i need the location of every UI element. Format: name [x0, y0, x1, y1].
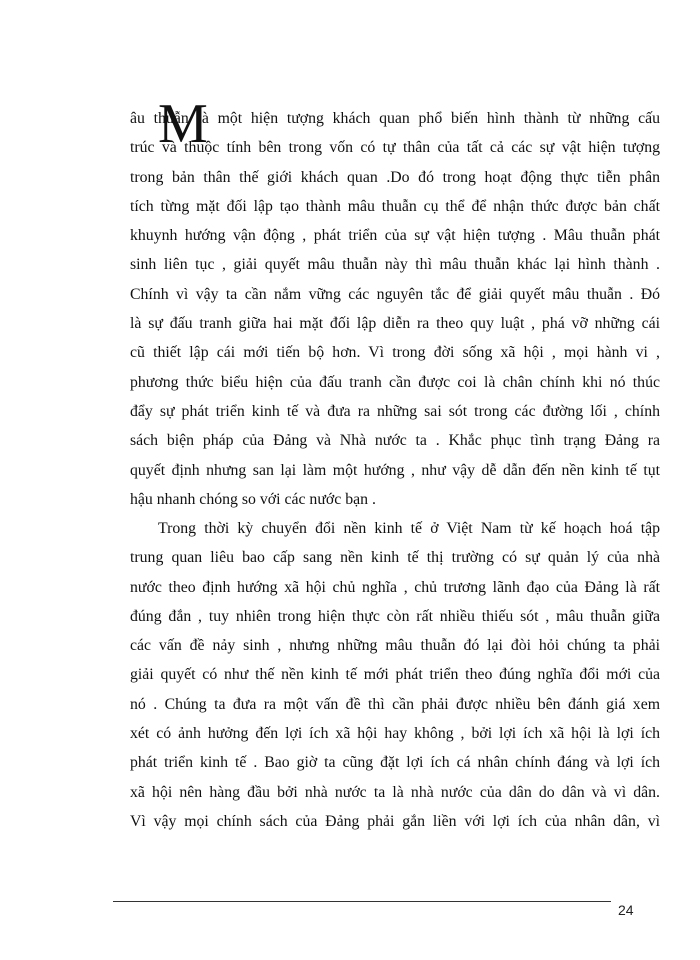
paragraph-line: trung quan liêu bao cấp sang nền kinh tế thị trường có sự quản lý của nhà	[130, 549, 660, 567]
drop-cap: M	[158, 93, 208, 155]
paragraph-line: nước theo định hướng xã hội chủ nghĩa , chủ trương lãnh đạo của Đảng là rất	[130, 578, 660, 596]
paragraph-line: quyết định nhưng san lại làm một hướng , như vậy dễ dẫn đến nền kinh tế tụt	[130, 461, 660, 479]
paragraph-2	[130, 514, 660, 836]
paragraph-line: Vì vậy mọi chính sách của Đảng phải gắn liền với lợi ích của nhân dân, vì	[130, 812, 660, 830]
paragraph-line: hậu nhanh chóng so với các nước bạn .	[130, 490, 376, 508]
paragraph-line: đúng đắn , tuy nhiên trong hiện thực còn rất nhiều thiếu sót , mâu thuẫn giữa	[130, 607, 660, 625]
paragraph-line: sách biện pháp của Đảng và Nhà nước ta . Khắc phục tình trạng Đảng ra	[130, 432, 660, 450]
paragraph-line: tích từng mặt đối lập tạo thành mâu thuẫn cụ thể để nhận thức được bản chất	[130, 197, 660, 215]
paragraph-line: âu thuẫn là một hiện tượng khách quan phổ biến hình thành từ những cấu	[130, 110, 660, 127]
paragraph-line: Trong thời kỳ chuyển đổi nền kinh tế ở Việt Nam từ kế hoạch hoá tập	[158, 520, 660, 537]
paragraph-line: cũ thiết lập cái mới tiến bộ hơn. Vì trong đời sống xã hội , mọi hành vi ,	[130, 344, 660, 362]
paragraph-line: là sự đấu tranh giữa hai mặt đối lập diễn ra theo quy luật , phá vỡ những cái	[130, 315, 660, 333]
paragraph-line: các vấn đề nảy sinh , nhưng những mâu thuẫn đó lại đòi hỏi chúng ta phải	[130, 637, 660, 655]
paragraph-line: xã hội nên hàng đầu bởi nhà nước ta là nhà nước của dân do dân và vì dân.	[130, 783, 660, 801]
paragraph-line: trong bản thân thế giới khách quan .Do đó trong hoạt động thực tiễn phân	[130, 168, 660, 186]
paragraph-line: đẩy sự phát triển kinh tế và đưa ra những sai sót trong các đường lối , chính	[130, 402, 660, 420]
paragraph-line: Chính vì vậy ta cần nắm vững các nguyên tắc để giải quyết mâu thuẫn . Đó	[130, 285, 660, 303]
paragraph-line: xét có ảnh hưởng đến lợi ích xã hội hay không , bởi lợi ích xã hội là lợi ích	[130, 725, 660, 743]
paragraph-1	[130, 104, 660, 514]
paragraph-line: phương thức biểu hiện của đấu tranh cần được coi là chân chính khi nó thúc	[130, 373, 660, 391]
footer-divider	[113, 901, 611, 902]
paragraph-line: nó . Chúng ta đưa ra một vấn đề thì cần phải được nhiều bên đánh giá xem	[130, 695, 660, 713]
page-number: 24	[618, 902, 634, 918]
paragraph-line: phát triển kinh tế . Bao giờ ta cũng đặt lợi ích cá nhân chính đáng và lợi ích	[130, 754, 660, 772]
paragraph-line: khuynh hướng vận động , phát triển của sự vật hiện tượng . Mâu thuẫn phát	[130, 227, 660, 245]
paragraph-line: giải quyết có như thế nền kinh tế mới phát triển theo đúng nghĩa đổi mới của	[130, 666, 660, 684]
paragraph-line: sinh liên tục , giải quyết mâu thuẫn này thì mâu thuẫn khác lại hình thành .	[130, 256, 660, 274]
paragraph-line: trúc và thuộc tính bên trong vốn có tự thân của tất cả các sự vật hiện tượng	[130, 139, 660, 157]
